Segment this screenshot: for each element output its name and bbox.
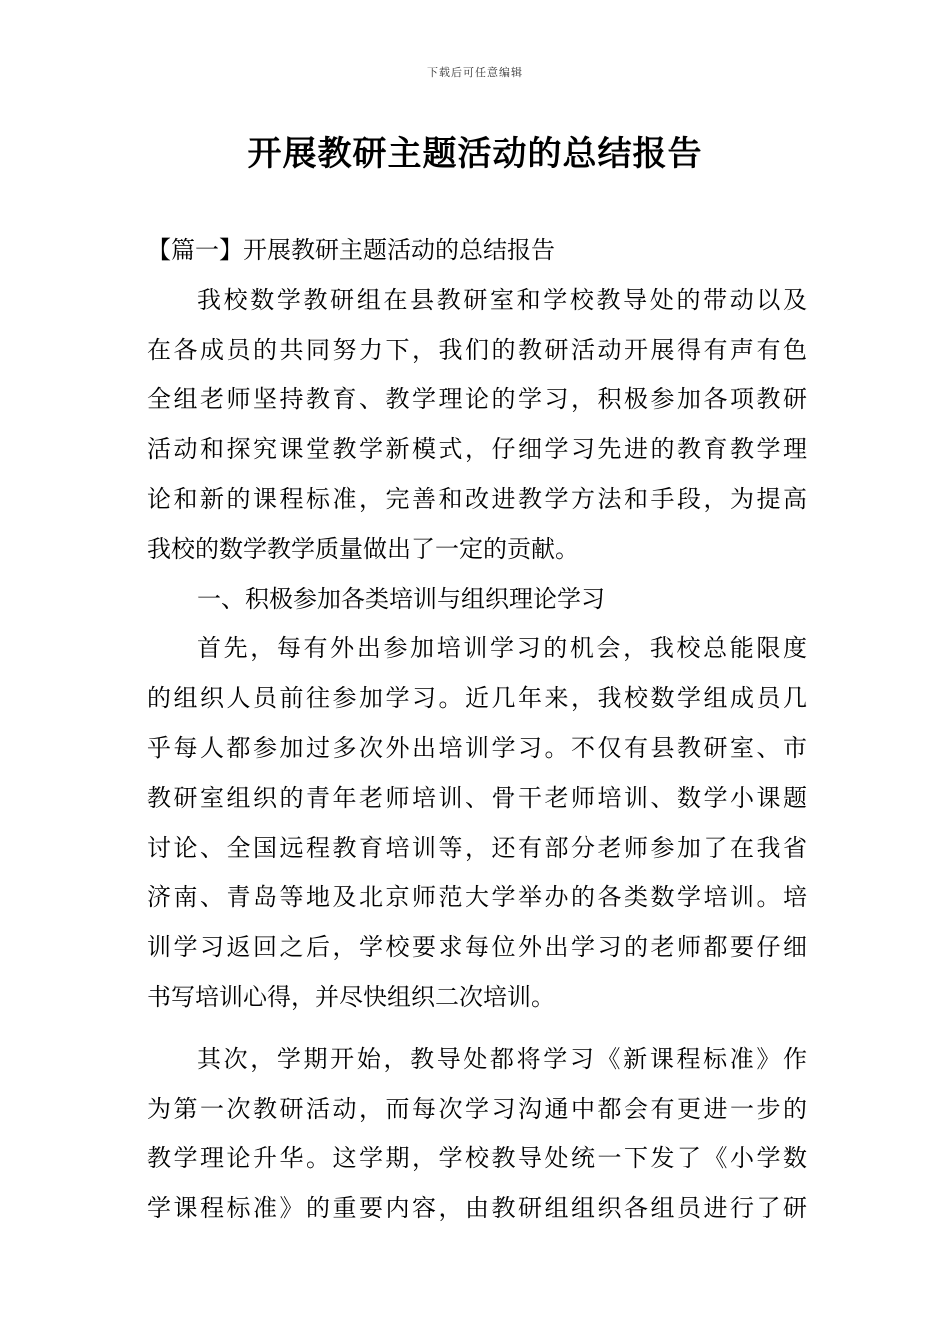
paragraph-line: 乎每人都参加过多次外出培训学习。不仅有县教研室、市 xyxy=(147,733,807,762)
section-heading: 【篇一】开展教研主题活动的总结报告 xyxy=(147,236,555,264)
paragraph-line: 讨论、全国远程教育培训等，还有部分老师参加了在我省 xyxy=(147,833,807,862)
paragraph-line: 在各成员的共同努力下，我们的教研活动开展得有声有色 xyxy=(147,335,807,364)
paragraph-line: 训学习返回之后，学校要求每位外出学习的老师都要仔细 xyxy=(147,933,807,962)
paragraph-line: 书写培训心得，并尽快组织二次培训。 xyxy=(147,982,555,1011)
paragraph-first-point xyxy=(147,624,807,1022)
document-body xyxy=(147,226,807,1234)
paragraph-line: 我校的数学教学质量做出了一定的贡献。 xyxy=(147,534,579,563)
paragraph-line: 济南、青岛等地及北京师范大学举办的各类数学培训。培 xyxy=(147,883,807,912)
paragraph-line: 首先，每有外出参加培训学习的机会，我校总能限度 xyxy=(197,634,807,663)
paragraph-line: 全组老师坚持教育、教学理论的学习，积极参加各项教研 xyxy=(147,385,807,414)
paragraph-line: 为第一次教研活动，而每次学习沟通中都会有更进一步的 xyxy=(147,1094,807,1123)
paragraph-line: 教研室组织的青年老师培训、骨干老师培训、数学小课题 xyxy=(147,783,807,812)
paragraph-intro xyxy=(147,276,807,575)
paragraph-line: 其次，学期开始，教导处都将学习《新课程标准》作 xyxy=(197,1044,807,1073)
paragraph-line: 的组织人员前往参加学习。近几年来，我校数学组成员几 xyxy=(147,684,807,713)
document-title: 开展教研主题活动的总结报告 xyxy=(247,134,703,174)
paragraph-line: 教学理论升华。这学期，学校教导处统一下发了《小学数 xyxy=(147,1144,807,1173)
paragraph-line: 活动和探究课堂教学新模式，仔细学习先进的教育教学理 xyxy=(147,435,807,464)
paragraph-line: 论和新的课程标准，完善和改进教学方法和手段，为提高 xyxy=(147,484,807,513)
paragraph-line: 我校数学教研组在县教研室和学校教导处的带动以及 xyxy=(197,285,807,314)
paragraph-second-point xyxy=(147,1035,807,1234)
subheading-1 xyxy=(147,575,807,625)
subheading-line: 一、积极参加各类培训与组织理论学习 xyxy=(197,584,605,613)
paragraph-line: 学课程标准》的重要内容，由教研组组织各组员进行了研 xyxy=(147,1194,807,1223)
paragraph-spacer xyxy=(147,1023,807,1035)
page-header-note: 下载后可任意编辑 xyxy=(427,66,523,79)
